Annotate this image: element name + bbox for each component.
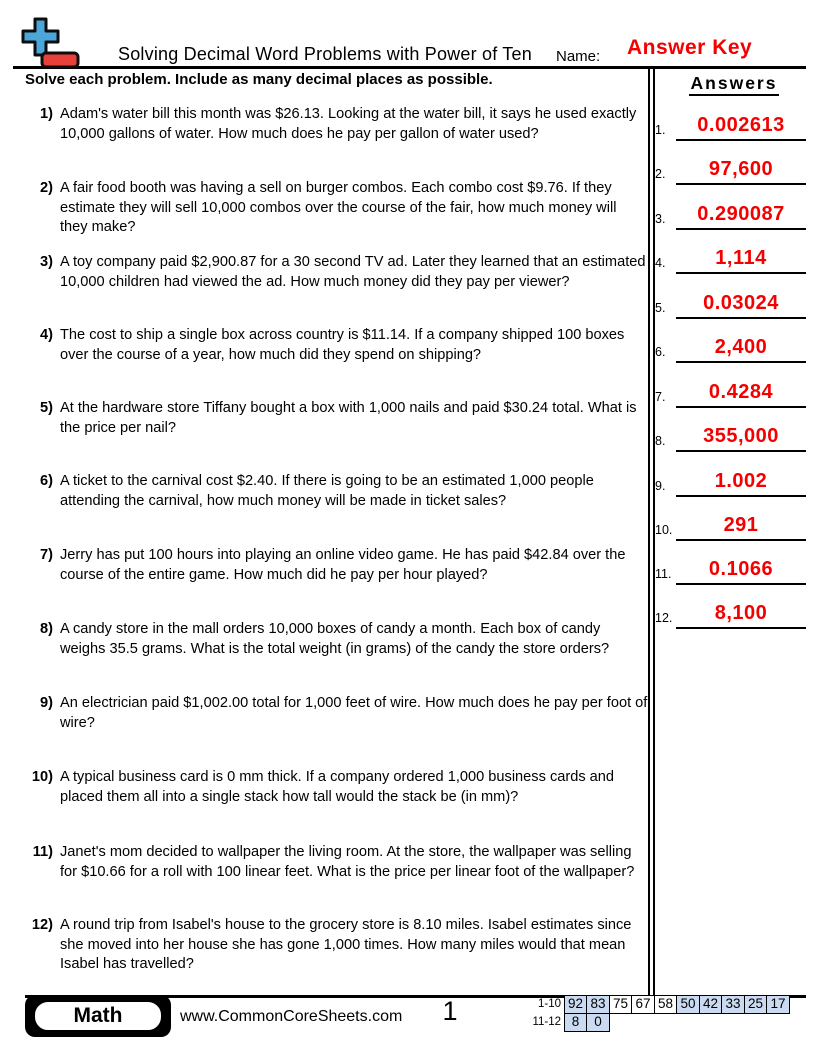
- plus-minus-math-icon: [20, 16, 82, 70]
- problem-text: At the hardware store Tiffany bought a box with 1,000 nails and paid $30.24 total. What is the price per nail?: [60, 400, 637, 436]
- header-rule: [13, 66, 806, 69]
- score-cell: 25: [744, 995, 768, 1014]
- answer-value: 97,600: [708, 158, 774, 180]
- problem-text: A ticket to the carnival cost $2.40. If there is going to be an estimated 1,000 people attending the carnival, how much money will be made in ticket sales?: [60, 473, 594, 509]
- score-row: [520, 995, 790, 1014]
- answer-number: 2.: [655, 167, 666, 181]
- problem-number: 8): [40, 621, 53, 637]
- answer-blank: [676, 600, 806, 629]
- answer-blank: [676, 556, 806, 585]
- problem-item: [25, 253, 648, 292]
- answers-heading: Answers: [658, 73, 810, 94]
- problem-text: Adam's water bill this month was $26.13. Looking at the water bill, it says he used exactly 10,000 gallons of water. How much does he pay per gallon of water used?: [60, 106, 637, 142]
- score-cell: 50: [676, 995, 700, 1014]
- problem-item: [25, 768, 648, 807]
- page-title: Solving Decimal Word Problems with Power of Ten: [118, 44, 532, 64]
- answer-value: 0.002613: [697, 114, 785, 136]
- answer-blank: [676, 512, 806, 541]
- answer-value: 0.4284: [708, 381, 774, 403]
- answer-blank: [676, 468, 806, 497]
- problem-number: 10): [31, 769, 53, 785]
- problem-item: [25, 105, 648, 144]
- problem-text: An electrician paid $1,002.00 total for 1,000 feet of wire. How much does he pay per foot of wire?: [60, 695, 648, 731]
- problem-text: A typical business card is 0 mm thick. If a company ordered 1,000 business cards and placed them all into a single stack how tall would the stack be (in mm)?: [60, 769, 615, 805]
- problem-number: 11): [32, 844, 53, 860]
- answer-value: 2,400: [714, 336, 768, 358]
- problem-item: [25, 326, 648, 365]
- score-cell: 8: [564, 1013, 588, 1032]
- answer-value: 8,100: [714, 602, 768, 624]
- problem-number: 12): [31, 917, 53, 933]
- answer-number: 8.: [655, 434, 666, 448]
- answer-number: 4.: [655, 256, 666, 270]
- problem-item: [25, 472, 648, 511]
- answer-value: 355,000: [703, 425, 779, 447]
- problem-number: 4): [40, 327, 53, 343]
- answer-number: 7.: [655, 390, 666, 404]
- answer-value: 0.290087: [697, 203, 785, 225]
- answer-value: 1.002: [714, 470, 768, 492]
- problem-text: A toy company paid $2,900.87 for a 30 second TV ad. Later they learned that an estimated 10,000 children had viewed the ad. How much money did they pay per viewer?: [60, 254, 646, 290]
- problem-text: Janet's mom decided to wallpaper the living room. At the store, the wallpaper was selling for $10.66 for a roll with 100 linear feet. What is the price per linear foot of the wallpaper?: [60, 844, 635, 880]
- problem-number: 2): [40, 180, 53, 196]
- answer-number: 1.: [655, 123, 666, 137]
- problem-text: A round trip from Isabel's house to the grocery store is 8.10 miles. Isabel estimates since she moved into her house she has gone 1,000 times. How many miles would that mean Isabel has travelled?: [60, 917, 632, 972]
- answer-blank: [676, 334, 806, 363]
- problem-item: [25, 916, 648, 975]
- problem-text: The cost to ship a single box across country is $11.14. If a company shipped 100 boxes over the course of a year, how much did they spend on shipping?: [60, 327, 625, 363]
- instructions-text: Solve each problem. Include as many decimal places as possible.: [25, 71, 493, 88]
- problem-item: [25, 546, 648, 585]
- answer-blank: [676, 201, 806, 230]
- score-cell: 83: [586, 995, 610, 1014]
- answer-blank: [676, 245, 806, 274]
- answer-number: 6.: [655, 345, 666, 359]
- problem-text: A candy store in the mall orders 10,000 boxes of candy a month. Each box of candy weighs 35.5 grams. What is the total weight (in grams) of the candy the store orders?: [60, 621, 610, 657]
- answers-divider-double-line: [648, 67, 655, 995]
- answer-number: 9.: [655, 479, 666, 493]
- answer-number: 10.: [655, 523, 673, 537]
- math-brand-label: Math: [32, 999, 164, 1033]
- problem-number: 9): [40, 695, 53, 711]
- score-table: [520, 995, 790, 1032]
- problem-item: [25, 179, 648, 238]
- score-cell: 42: [699, 995, 723, 1014]
- answer-blank: [676, 379, 806, 408]
- problem-item: [25, 694, 648, 733]
- score-row-label: 1-10: [537, 998, 561, 1010]
- answer-value: 291: [723, 514, 759, 536]
- problem-text: Jerry has put 100 hours into playing an online video game. He has paid $42.84 over the course of the entire game. How much did he pay per hour played?: [60, 547, 626, 583]
- problem-text: A fair food booth was having a sell on burger combos. Each combo cost $9.76. If they estimate they will sell 10,000 combos over the course of the fair, how much money will they make?: [60, 180, 617, 235]
- page-number: 1: [442, 996, 458, 1026]
- math-brand-badge: [25, 995, 171, 1037]
- answer-value: 0.1066: [708, 558, 774, 580]
- problem-number: 5): [40, 400, 53, 416]
- score-cell: 92: [564, 995, 588, 1014]
- score-row-label: 11-12: [532, 1015, 561, 1028]
- score-cell: 33: [721, 995, 745, 1014]
- score-row: [520, 1013, 790, 1032]
- problem-number: 7): [40, 547, 53, 563]
- problem-number: 3): [40, 254, 53, 270]
- name-label: Name:: [556, 48, 601, 65]
- score-cell: 58: [654, 995, 678, 1014]
- answer-blank: [676, 423, 806, 452]
- problem-number: 1): [40, 106, 53, 122]
- score-cell: 17: [766, 995, 790, 1014]
- answer-number: 5.: [655, 301, 666, 315]
- problem-item: [25, 620, 648, 659]
- answer-value: 1,114: [715, 247, 767, 269]
- answer-blank: [676, 290, 806, 319]
- answer-number: 11.: [655, 567, 672, 581]
- website-link[interactable]: www.CommonCoreSheets.com: [180, 1008, 403, 1025]
- problem-item: [25, 843, 648, 882]
- answer-key-label: Answer Key: [627, 36, 753, 59]
- answer-blank: [676, 112, 806, 141]
- score-cell: 75: [609, 995, 633, 1014]
- score-cell: 67: [631, 995, 655, 1014]
- answer-number: 3.: [655, 212, 666, 226]
- answer-value: 0.03024: [703, 292, 779, 314]
- problem-number: 6): [40, 473, 53, 489]
- answer-number: 12.: [655, 611, 673, 625]
- answer-blank: [676, 156, 806, 185]
- score-cell: 0: [586, 1013, 610, 1032]
- problem-item: [25, 399, 648, 438]
